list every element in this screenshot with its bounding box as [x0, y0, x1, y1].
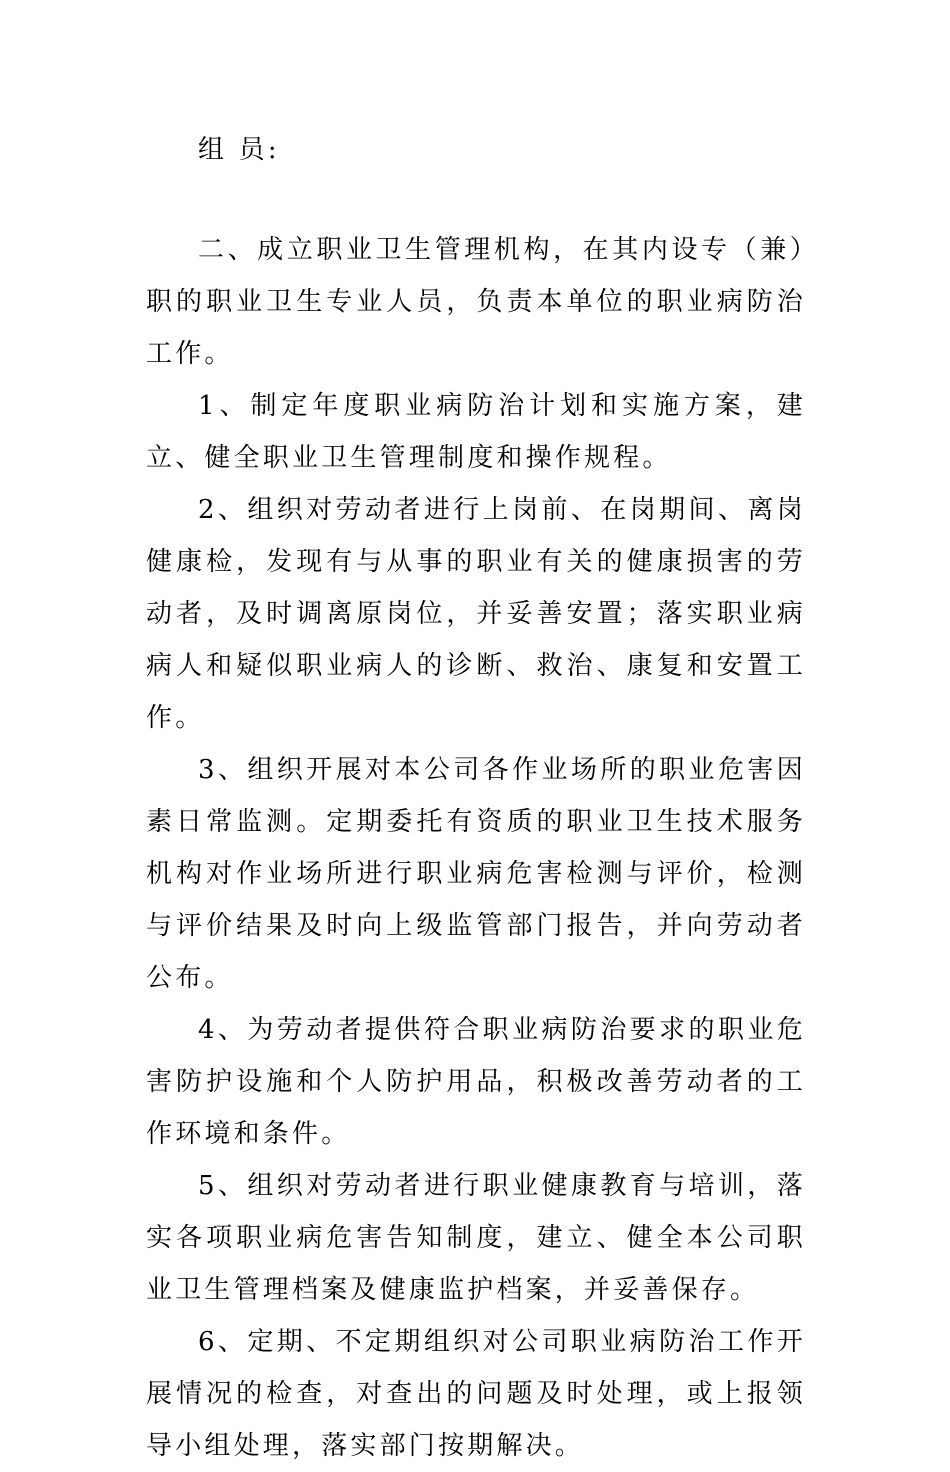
paragraph-item-2: 2、组织对劳动者进行上岗前、在岗期间、离岗健康检，发现有与从事的职业有关的健康损害的劳动者，及时调离原岗位，并妥善安置；落实职业病病人和疑似职业病人的诊断、救治、康复和安置工作。 — [146, 495, 806, 733]
body-text — [146, 224, 806, 1472]
paragraph-item-6: 6、定期、不定期组织对公司职业病防治工作开展情况的检查，对查出的问题及时处理，或上报领导小组处理，落实部门按期解决。 — [146, 1327, 806, 1461]
members-line — [146, 124, 280, 176]
paragraph-item-1: 1、制定年度职业病防治计划和实施方案，建立、健全职业卫生管理制度和操作规程。 — [146, 391, 806, 473]
paragraph-item-3: 3、组织开展对本公司各作业场所的职业危害因素日常监测。定期委托有资质的职业卫生技术服务机构对作业场所进行职业病危害检测与评价，检测与评价结果及时向上级监管部门报告，并向劳动者公布。 — [146, 755, 806, 993]
paragraph-item-5: 5、组织对劳动者进行职业健康教育与培训，落实各项职业病危害告知制度，建立、健全本公司职业卫生管理档案及健康监护档案，并妥善保存。 — [146, 1171, 806, 1305]
paragraph-section-two: 二、成立职业卫生管理机构，在其内设专（兼）职的职业卫生专业人员，负责本单位的职业病防治工作。 — [146, 235, 806, 369]
paragraph-item-4: 4、为劳动者提供符合职业病防治要求的职业危害防护设施和个人防护用品，积极改善劳动者的工作环境和条件。 — [146, 1015, 806, 1149]
members-label: 组 员: — [198, 135, 280, 165]
